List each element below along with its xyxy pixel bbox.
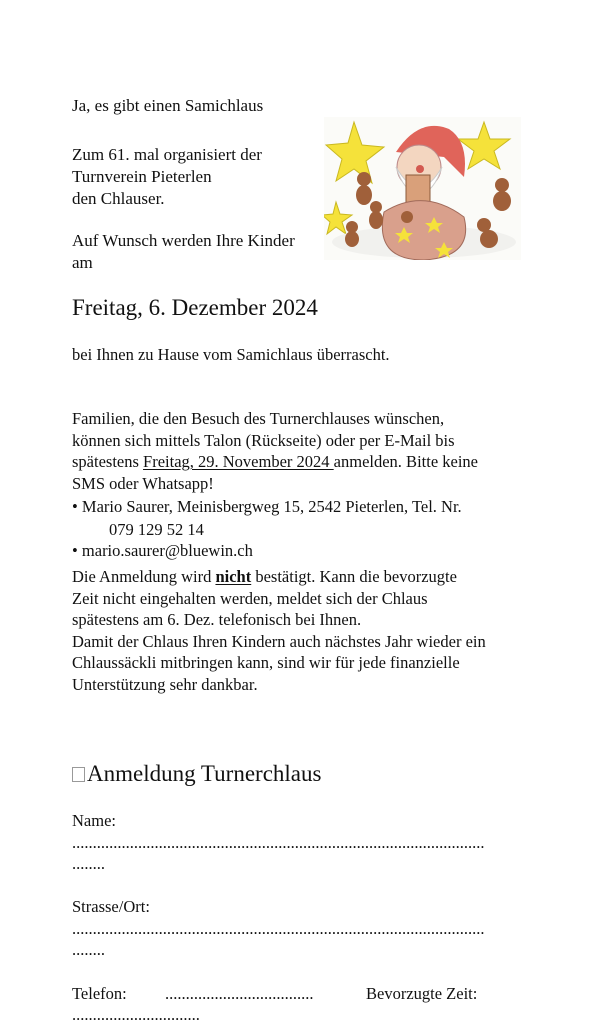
name-field[interactable]: [72, 810, 537, 875]
deadline-date: Freitag, 29. November 2024: [143, 452, 334, 471]
registration-line: können sich mittels Talon (Rückseite) oder per E-Mail bis: [72, 430, 455, 450]
intro-line: den Chlauser.: [72, 189, 165, 208]
notice-line: spätestens am 6. Dez. telefonisch bei Ihnen.: [72, 610, 362, 629]
phone-dotted-line[interactable]: ....................................: [165, 984, 314, 1003]
address-dotted-line-cont[interactable]: ........: [72, 940, 105, 959]
name-dotted-line-cont[interactable]: ........: [72, 854, 105, 873]
notice-line: Chlaussäckli mitbringen kann, sind wir für jede finanzielle: [72, 653, 460, 672]
notice-line: Die Anmeldung wird nicht bestätigt. Kann die bevorzugte: [72, 567, 457, 586]
bullet-icon: •: [72, 541, 78, 560]
form-title: Anmeldung Turnerchlaus: [72, 760, 321, 788]
intro-line: Turnverein Pieterlen: [72, 167, 212, 186]
intro-paragraph-1: [72, 144, 262, 210]
emphasis-nicht: nicht: [215, 567, 252, 586]
intro-line: am: [72, 253, 93, 272]
placeholder-box-icon: [72, 767, 85, 782]
samichlaus-illustration: [324, 117, 521, 260]
name-label: Name:: [72, 811, 116, 830]
time-label: Bevorzugte Zeit:: [366, 984, 478, 1003]
registration-line: spätestens Freitag, 29. November 2024 anmelden. Bitte keine: [72, 452, 478, 471]
intro-paragraph-2: [72, 230, 295, 274]
registration-block: [72, 408, 552, 562]
intro-line: Auf Wunsch werden Ihre Kinder: [72, 231, 295, 250]
address-label: Strasse/Ort:: [72, 897, 150, 916]
notice-line: Zeit nicht eingehalten werden, meldet sich der Chlaus: [72, 588, 428, 608]
intro-heading: Ja, es gibt einen Samichlaus: [72, 96, 264, 115]
contact-item-address: • Mario Saurer, Meinisbergweg 15, 2542 Pieterlen, Tel. Nr.: [72, 497, 462, 516]
contact-item-email[interactable]: [72, 540, 552, 562]
email-link[interactable]: mario.saurer@bluewin.ch: [81, 541, 253, 560]
registration-line: Familien, die den Besuch des Turnerchlauses wünschen,: [72, 409, 445, 428]
notice-line: Unterstützung sehr dankbar.: [72, 674, 258, 694]
intro-line: Zum 61. mal organisiert der: [72, 145, 262, 164]
notice-line: Damit der Chlaus Ihren Kindern auch nächstes Jahr wieder ein: [72, 631, 486, 651]
event-date: Freitag, 6. Dezember 2024: [72, 295, 318, 320]
bullet-icon: •: [72, 497, 78, 516]
address-field[interactable]: [72, 896, 537, 961]
time-dotted-line[interactable]: ...............................: [72, 1005, 200, 1024]
registration-line: SMS oder Whatsapp!: [72, 473, 214, 493]
surprise-line: bei Ihnen zu Hause vom Samichlaus überrascht.: [72, 345, 390, 364]
name-dotted-line[interactable]: ....................................................................................................: [72, 832, 485, 852]
address-dotted-line[interactable]: ....................................................................................................: [72, 918, 485, 938]
phone-label: Telefon:: [72, 984, 127, 1003]
contact-phone: 079 129 52 14: [109, 519, 204, 539]
notice-block: [72, 566, 552, 695]
